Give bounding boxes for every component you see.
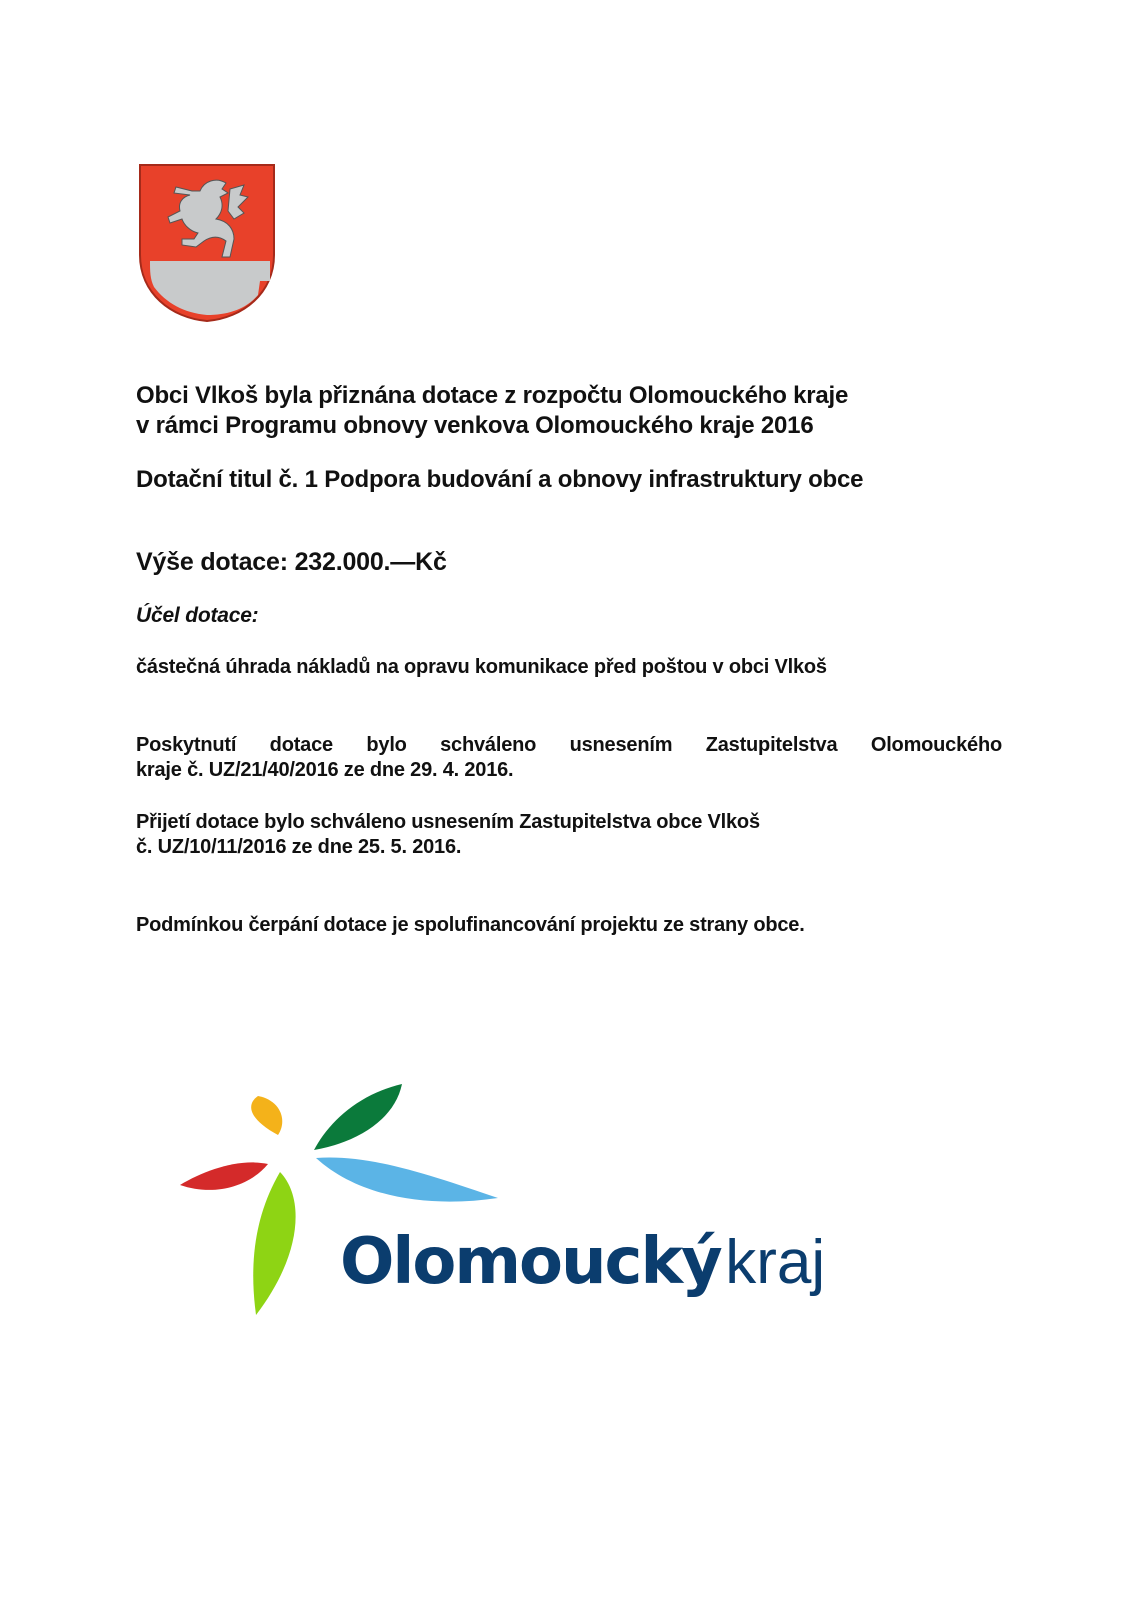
provision-approval-line-1: Poskytnutí dotace bylo schváleno usnesením Zastupitelstva Olomouckého — [136, 734, 1002, 756]
announcement-heading-line-1: Obci Vlkoš byla přiznána dotace z rozpočtu Olomouckého kraje — [136, 382, 849, 409]
grant-title: Dotační titul č. 1 Podpora budování a obnovy infrastruktury obce — [136, 466, 864, 493]
acceptance-approval-line-2: č. UZ/10/11/2016 ze dne 25. 5. 2016. — [136, 836, 462, 858]
logo-text-light: kraj — [725, 1228, 826, 1297]
purpose-label: Účel dotace: — [136, 604, 259, 627]
olomoucky-kraj-logo — [180, 1080, 940, 1340]
purpose-text: částečná úhrada nákladů na opravu komunikace před poštou v obci Vlkoš — [136, 656, 827, 678]
coat-of-arms-icon — [138, 163, 278, 323]
funding-condition: Podmínkou čerpání dotace je spolufinancování projektu ze strany obce. — [136, 914, 805, 936]
announcement-heading-line-2: v rámci Programu obnovy venkova Olomouckého kraje 2016 — [136, 412, 814, 439]
provision-approval-line-2: kraje č. UZ/21/40/2016 ze dne 29. 4. 2016. — [136, 759, 514, 781]
logo-text-bold: Olomoucký — [340, 1225, 721, 1299]
grant-amount: Výše dotace: 232.000.—Kč — [136, 548, 447, 576]
acceptance-approval-line-1: Přijetí dotace bylo schváleno usnesením Zastupitelstva obce Vlkoš — [136, 811, 760, 833]
